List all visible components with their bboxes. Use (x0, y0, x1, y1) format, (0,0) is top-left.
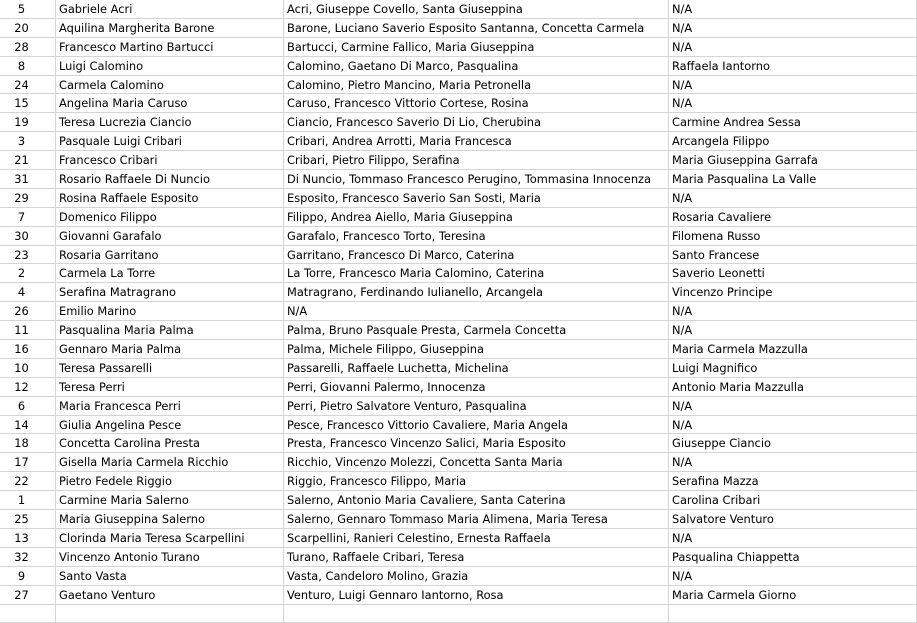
record-number-cell[interactable]: 17 (0, 453, 56, 472)
table-row (0, 605, 917, 623)
person-name-cell[interactable]: Emilio Marino (56, 302, 284, 321)
person-name-cell[interactable]: Teresa Lucrezia Ciancio (56, 113, 284, 132)
table-row (0, 529, 917, 548)
parents-cell[interactable]: Barone, Luciano Saverio Esposito Santanna, Concetta Carmela (284, 19, 669, 38)
table-row (0, 472, 917, 491)
table-row (0, 397, 917, 416)
spouse-cell[interactable]: Maria Pasqualina La Valle (669, 170, 917, 189)
spouse-cell[interactable]: Carolina Cribari (669, 491, 917, 510)
person-name-cell[interactable]: Rosario Raffaele Di Nuncio (56, 170, 284, 189)
person-name-cell[interactable]: Pasquale Luigi Cribari (56, 132, 284, 151)
table-row (0, 359, 917, 378)
record-number-cell[interactable]: 23 (0, 246, 56, 265)
record-number-cell[interactable]: 7 (0, 208, 56, 227)
record-number-cell[interactable]: 24 (0, 76, 56, 95)
table-row (0, 132, 917, 151)
parents-cell[interactable]: Di Nuncio, Tommaso Francesco Perugino, Tommasina Innocenza (284, 170, 669, 189)
table-row (0, 19, 917, 38)
table-row (0, 302, 917, 321)
spouse-cell[interactable]: Maria Carmela Mazzulla (669, 340, 917, 359)
table-row (0, 208, 917, 227)
person-name-cell[interactable]: Maria Francesca Perri (56, 397, 284, 416)
table-row (0, 378, 917, 397)
person-name-cell[interactable]: Gaetano Venturo (56, 586, 284, 605)
spouse-cell[interactable]: Salvatore Venturo (669, 510, 917, 529)
parents-cell[interactable]: Acri, Giuseppe Covello, Santa Giuseppina (284, 0, 669, 19)
person-name-cell[interactable]: Santo Vasta (56, 567, 284, 586)
record-number-cell[interactable]: 5 (0, 0, 56, 19)
person-name-cell[interactable]: Clorinda Maria Teresa Scarpellini (56, 529, 284, 548)
record-number-cell[interactable]: 29 (0, 189, 56, 208)
table-row (0, 283, 917, 302)
record-number-cell[interactable]: 15 (0, 94, 56, 113)
parents-cell[interactable]: Salerno, Gennaro Tommaso Maria Alimena, Maria Teresa (284, 510, 669, 529)
spouse-cell[interactable]: Filomena Russo (669, 227, 917, 246)
record-number-cell[interactable]: 9 (0, 567, 56, 586)
table-row (0, 170, 917, 189)
parents-cell[interactable]: Ricchio, Vincenzo Molezzi, Concetta Santa Maria (284, 453, 669, 472)
spouse-cell[interactable]: Serafina Mazza (669, 472, 917, 491)
spouse-cell[interactable]: Luigi Magnifico (669, 359, 917, 378)
person-name-cell[interactable]: Giulia Angelina Pesce (56, 416, 284, 435)
parents-cell[interactable]: Perri, Giovanni Palermo, Innocenza (284, 378, 669, 397)
record-number-cell[interactable]: 6 (0, 397, 56, 416)
table-row (0, 321, 917, 340)
record-number-cell[interactable]: 10 (0, 359, 56, 378)
person-name-cell[interactable]: Pasqualina Maria Palma (56, 321, 284, 340)
person-name-cell[interactable]: Concetta Carolina Presta (56, 434, 284, 453)
parents-cell[interactable]: Calomino, Pietro Mancino, Maria Petronella (284, 76, 669, 95)
parents-cell[interactable]: Riggio, Francesco Filippo, Maria (284, 472, 669, 491)
person-name-cell[interactable]: Maria Giuseppina Salerno (56, 510, 284, 529)
spouse-cell[interactable]: Arcangela Filippo (669, 132, 917, 151)
spouse-cell[interactable]: N/A (669, 529, 917, 548)
spouse-cell[interactable]: N/A (669, 567, 917, 586)
table-row (0, 548, 917, 567)
table-row (0, 491, 917, 510)
table-row (0, 340, 917, 359)
table-row (0, 113, 917, 132)
person-name-cell[interactable]: Teresa Passarelli (56, 359, 284, 378)
spouse-cell[interactable]: N/A (669, 76, 917, 95)
parents-cell[interactable]: Turano, Raffaele Cribari, Teresa (284, 548, 669, 567)
person-name-cell[interactable]: Serafina Matragrano (56, 283, 284, 302)
parents-cell[interactable]: Presta, Francesco Vincenzo Salici, Maria Esposito (284, 434, 669, 453)
spouse-cell[interactable] (669, 605, 917, 623)
record-number-cell[interactable]: 11 (0, 321, 56, 340)
parents-cell[interactable]: Palma, Bruno Pasquale Presta, Carmela Concetta (284, 321, 669, 340)
parents-cell[interactable]: Calomino, Gaetano Di Marco, Pasqualina (284, 57, 669, 76)
person-name-cell[interactable]: Giovanni Garafalo (56, 227, 284, 246)
person-name-cell[interactable]: Gennaro Maria Palma (56, 340, 284, 359)
person-name-cell[interactable]: Carmine Maria Salerno (56, 491, 284, 510)
parents-cell[interactable]: Ciancio, Francesco Saverio Di Lio, Cherubina (284, 113, 669, 132)
parents-cell[interactable]: Matragrano, Ferdinando Iulianello, Arcangela (284, 283, 669, 302)
table-row (0, 0, 917, 19)
record-number-cell[interactable] (0, 605, 56, 623)
table-row (0, 76, 917, 95)
record-number-cell[interactable]: 16 (0, 340, 56, 359)
table-row (0, 189, 917, 208)
table-row (0, 264, 917, 283)
parents-cell[interactable]: Palma, Michele Filippo, Giuseppina (284, 340, 669, 359)
spouse-cell[interactable]: Pasqualina Chiappetta (669, 548, 917, 567)
spouse-cell[interactable]: N/A (669, 38, 917, 57)
parents-cell[interactable]: Filippo, Andrea Aiello, Maria Giuseppina (284, 208, 669, 227)
parents-cell[interactable]: La Torre, Francesco Maria Calomino, Caterina (284, 264, 669, 283)
record-number-cell[interactable]: 1 (0, 491, 56, 510)
spouse-cell[interactable]: Maria Carmela Giorno (669, 586, 917, 605)
record-number-cell[interactable]: 8 (0, 57, 56, 76)
parents-cell[interactable]: Salerno, Antonio Maria Cavaliere, Santa Caterina (284, 491, 669, 510)
spouse-cell[interactable]: N/A (669, 19, 917, 38)
record-number-cell[interactable]: 28 (0, 38, 56, 57)
parents-cell[interactable]: Pesce, Francesco Vittorio Cavaliere, Maria Angela (284, 416, 669, 435)
record-number-cell[interactable]: 19 (0, 113, 56, 132)
person-name-cell[interactable]: Carmela La Torre (56, 264, 284, 283)
record-number-cell[interactable]: 30 (0, 227, 56, 246)
record-number-cell[interactable]: 12 (0, 378, 56, 397)
table-row (0, 57, 917, 76)
record-number-cell[interactable]: 14 (0, 416, 56, 435)
table-row (0, 586, 917, 605)
table-row (0, 567, 917, 586)
parents-cell[interactable]: Bartucci, Carmine Fallico, Maria Giuseppina (284, 38, 669, 57)
person-name-cell[interactable]: Rosina Raffaele Esposito (56, 189, 284, 208)
table-row (0, 510, 917, 529)
person-name-cell[interactable]: Angelina Maria Caruso (56, 94, 284, 113)
table-row (0, 246, 917, 265)
record-number-cell[interactable]: 2 (0, 264, 56, 283)
spouse-cell[interactable]: Antonio Maria Mazzulla (669, 378, 917, 397)
parents-cell[interactable]: Perri, Pietro Salvatore Venturo, Pasqualina (284, 397, 669, 416)
record-number-cell[interactable]: 4 (0, 283, 56, 302)
spouse-cell[interactable]: Carmine Andrea Sessa (669, 113, 917, 132)
spouse-cell[interactable]: N/A (669, 321, 917, 340)
table-row (0, 94, 917, 113)
parents-cell[interactable]: Caruso, Francesco Vittorio Cortese, Rosina (284, 94, 669, 113)
parents-cell[interactable]: Scarpellini, Ranieri Celestino, Ernesta Raffaela (284, 529, 669, 548)
record-number-cell[interactable]: 27 (0, 586, 56, 605)
parents-cell[interactable]: N/A (284, 302, 669, 321)
parents-cell[interactable]: Passarelli, Raffaele Luchetta, Michelina (284, 359, 669, 378)
spouse-cell[interactable]: N/A (669, 189, 917, 208)
table-row (0, 227, 917, 246)
spouse-cell[interactable]: N/A (669, 0, 917, 19)
record-number-cell[interactable]: 13 (0, 529, 56, 548)
person-name-cell[interactable] (56, 605, 284, 623)
parents-cell[interactable]: Venturo, Luigi Gennaro Iantorno, Rosa (284, 586, 669, 605)
spouse-cell[interactable]: Rosaria Cavaliere (669, 208, 917, 227)
person-name-cell[interactable]: Francesco Cribari (56, 151, 284, 170)
person-name-cell[interactable]: Carmela Calomino (56, 76, 284, 95)
person-name-cell[interactable]: Rosaria Garritano (56, 246, 284, 265)
table-row (0, 416, 917, 435)
parents-cell[interactable]: Cribari, Pietro Filippo, Serafina (284, 151, 669, 170)
record-number-cell[interactable]: 31 (0, 170, 56, 189)
record-number-cell[interactable]: 22 (0, 472, 56, 491)
table-row (0, 151, 917, 170)
record-number-cell[interactable]: 32 (0, 548, 56, 567)
table-row (0, 434, 917, 453)
record-number-cell[interactable]: 21 (0, 151, 56, 170)
person-name-cell[interactable]: Aquilina Margherita Barone (56, 19, 284, 38)
person-name-cell[interactable]: Francesco Martino Bartucci (56, 38, 284, 57)
person-name-cell[interactable]: Teresa Perri (56, 378, 284, 397)
record-number-cell[interactable]: 3 (0, 132, 56, 151)
parents-cell[interactable]: Vasta, Candeloro Molino, Grazia (284, 567, 669, 586)
spouse-cell[interactable]: N/A (669, 94, 917, 113)
person-name-cell[interactable]: Gabriele Acri (56, 0, 284, 19)
spouse-cell[interactable]: Maria Giuseppina Garrafa (669, 151, 917, 170)
parents-cell[interactable]: Cribari, Andrea Arrotti, Maria Francesca (284, 132, 669, 151)
spouse-cell[interactable]: N/A (669, 453, 917, 472)
parents-cell[interactable]: Garritano, Francesco Di Marco, Caterina (284, 246, 669, 265)
person-name-cell[interactable]: Luigi Calomino (56, 57, 284, 76)
spouse-cell[interactable]: N/A (669, 416, 917, 435)
table-row (0, 38, 917, 57)
parents-cell[interactable]: Garafalo, Francesco Torto, Teresina (284, 227, 669, 246)
record-number-cell[interactable]: 18 (0, 434, 56, 453)
parents-cell[interactable]: Esposito, Francesco Saverio San Sosti, Maria (284, 189, 669, 208)
table-row (0, 453, 917, 472)
spouse-cell[interactable]: N/A (669, 397, 917, 416)
person-name-cell[interactable]: Gisella Maria Carmela Ricchio (56, 453, 284, 472)
person-name-cell[interactable]: Vincenzo Antonio Turano (56, 548, 284, 567)
person-name-cell[interactable]: Domenico Filippo (56, 208, 284, 227)
record-number-cell[interactable]: 26 (0, 302, 56, 321)
spouse-cell[interactable]: Giuseppe Ciancio (669, 434, 917, 453)
record-number-cell[interactable]: 20 (0, 19, 56, 38)
parents-cell[interactable] (284, 605, 669, 623)
record-number-cell[interactable]: 25 (0, 510, 56, 529)
person-name-cell[interactable]: Pietro Fedele Riggio (56, 472, 284, 491)
spouse-cell[interactable]: Santo Francese (669, 246, 917, 265)
spouse-cell[interactable]: N/A (669, 302, 917, 321)
spouse-cell[interactable]: Saverio Leonetti (669, 264, 917, 283)
spouse-cell[interactable]: Vincenzo Principe (669, 283, 917, 302)
spouse-cell[interactable]: Raffaela Iantorno (669, 57, 917, 76)
